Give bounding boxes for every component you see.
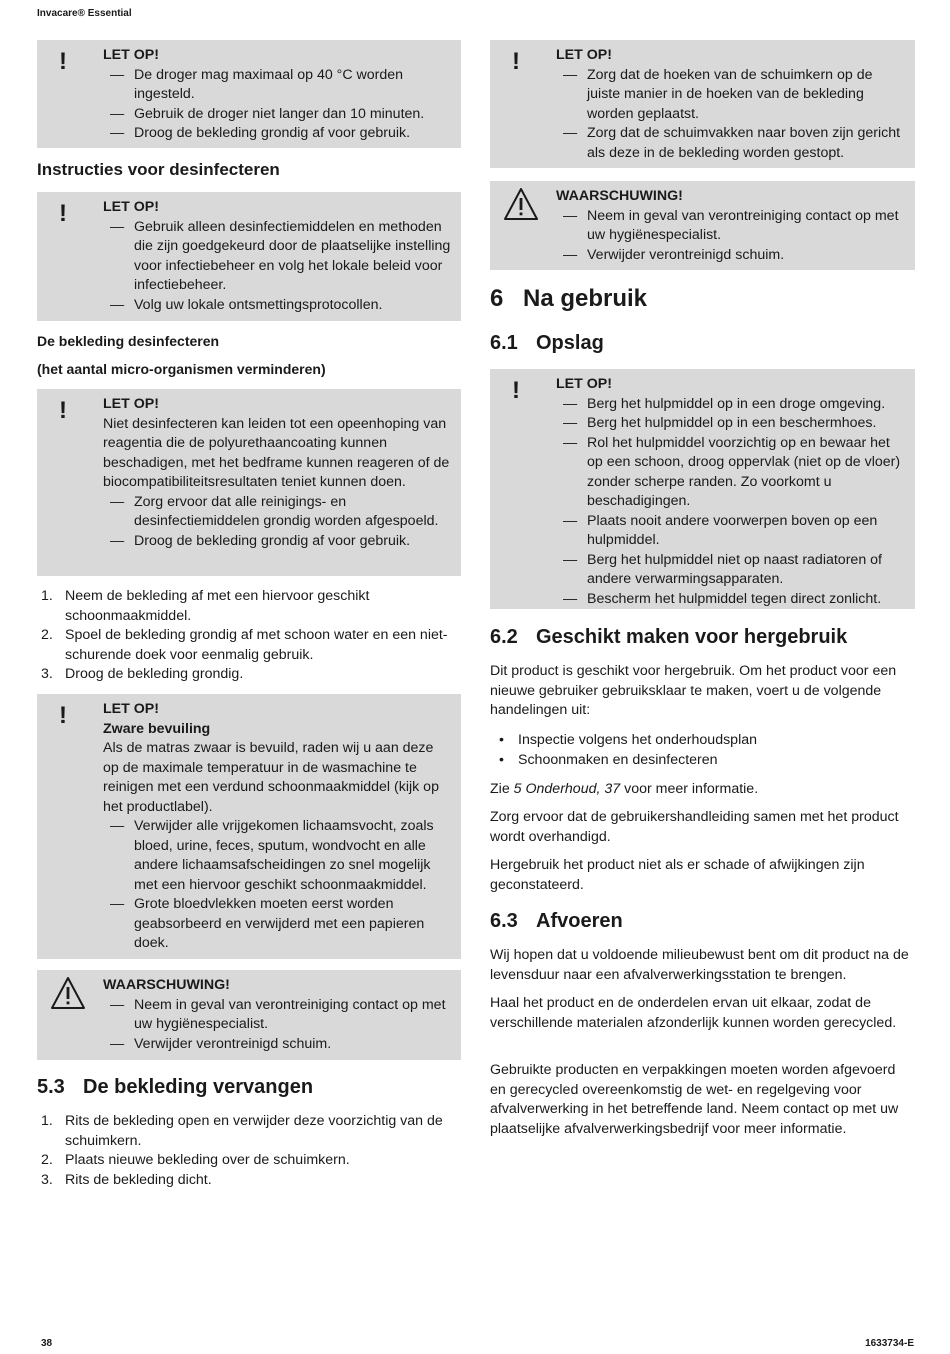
warning-box-contamination <box>490 181 915 270</box>
section-heading-6-3 <box>490 909 623 933</box>
section-heading-6-1 <box>490 331 604 355</box>
exclamation-icon: ! <box>59 397 67 424</box>
exclamation-icon: ! <box>59 702 67 729</box>
section-number: 5.3 <box>37 1076 65 1098</box>
warning-title: WAARSCHUWING! <box>103 977 230 993</box>
running-header: Invacare® Essential <box>37 8 132 19</box>
notice-text: Niet desinfecteren kan leiden tot een opeenhoping van reagentia die de polyurethaancoating kunnen beschadigen, met het bedframe kunnen reageren of de biocompatibiliteitsresultaten teniet kunnen doen. <box>103 415 450 490</box>
chapter-heading-6 <box>490 285 647 313</box>
notice-item: — Gebruik alleen desinfectiemiddelen en methoden die zijn goedgekeurd door de plaatselijke instelling voor infectiebeheer en volg het lokale beleid voor infectiebeheer. <box>103 218 453 296</box>
notice-item: — Grote bloedvlekken moeten eerst worden geabsorbeerd en verwijderd met een papieren doek. <box>103 895 453 954</box>
step-text: Rits de bekleding open en verwijder deze voorzichtig van de schuimkern. <box>65 1113 443 1149</box>
notice-box-disinfectants <box>37 192 461 321</box>
notice-text: Als de matras zwaar is bevuild, raden wij u aan deze op de maximale temperatuur in de wasmachine te reinigen met een verdund schoonmaakmiddel (kijk op het productlabel). <box>103 740 439 815</box>
section-title: De bekleding vervangen <box>83 1076 314 1098</box>
notice-item: — Droog de bekleding grondig af voor gebruik. <box>103 124 453 144</box>
step-text: Spoel de bekleding grondig af met schoon water en een niet-schurende doek voor eenmalig gebruik. <box>65 627 448 663</box>
cleaning-steps <box>37 587 461 685</box>
page-number: 38 <box>41 1338 53 1349</box>
notice-title: LET OP! <box>556 47 612 63</box>
paragraph-disposal-2: Haal het product en de onderdelen ervan uit elkaar, zodat de verschillende materialen afzonderlijk kunnen worden gerecycled. <box>490 995 897 1031</box>
notice-box-foam-corners <box>490 40 915 168</box>
paragraph-disposal-1: Wij hopen dat u voldoende milieubewust bent om dit product na de levensduur naar een afvalverwerkingsstation te brengen. <box>490 947 909 983</box>
notice-box-not-disinfecting <box>37 389 461 576</box>
step-number: 1. <box>41 588 53 604</box>
notice-item: — Zorg ervoor dat alle reinigings- en desinfectiemiddelen grondig worden afgespoeld. <box>103 493 453 532</box>
notice-box-heavy-soiling <box>37 694 461 959</box>
paragraph-no-reuse-damage: Hergebruik het product niet als er schade of afwijkingen zijn geconstateerd. <box>490 857 865 893</box>
paragraph-disposal-3: Gebruikte producten en verpakkingen moeten worden afgevoerd en gerecycled overeenkomstig de wet- en regelgeving voor afvalverwerking in het betreffende land. Neem contact op met uw plaatselijke afvalverwerkingsbedrijf voor meer informatie. <box>490 1062 899 1137</box>
list-item <box>37 1151 461 1171</box>
exclamation-icon: ! <box>512 48 520 75</box>
step-text: Rits de bekleding dicht. <box>65 1171 212 1188</box>
section-title: Afvoeren <box>536 910 623 932</box>
document-number: 1633734-E <box>865 1338 914 1349</box>
warning-title: WAARSCHUWING! <box>556 188 683 204</box>
notice-title: LET OP! <box>556 376 612 392</box>
step-text: Plaats nieuwe bekleding over de schuimkern. <box>65 1152 350 1168</box>
section-heading-6-2 <box>490 625 847 649</box>
step-number: 3. <box>41 1171 53 1188</box>
warning-item: — Neem in geval van verontreiniging contact op met uw hygiënespecialist. <box>103 996 453 1035</box>
section-number: 6.3 <box>490 910 518 932</box>
list-item <box>37 665 461 685</box>
warning-item: — Verwijder verontreinigd schuim. <box>103 1035 453 1055</box>
list-item <box>37 626 461 665</box>
list-item: • Inspectie volgens het onderhoudsplan <box>490 731 915 751</box>
section-number: 6.2 <box>490 626 518 648</box>
notice-item: — Gebruik de droger niet langer dan 10 minuten. <box>103 105 453 125</box>
list-item: • Schoonmaken en desinfecteren <box>490 751 915 771</box>
notice-title: LET OP! <box>103 199 159 215</box>
exclamation-icon: ! <box>59 48 67 75</box>
step-number: 1. <box>41 1113 53 1129</box>
list-item <box>37 587 461 626</box>
warning-triangle-icon <box>50 976 86 1010</box>
step-text: Droog de bekleding grondig. <box>65 666 244 682</box>
notice-box-dryer <box>37 40 461 148</box>
cross-reference-link[interactable]: 5 Onderhoud, 37 <box>513 781 621 797</box>
notice-item: — Rol het hulpmiddel voorzichtig op en bewaar het op een schoon, droog oppervlak (niet op de vloer) zonder scherpe randen. Zo voorkomt u beschadigingen. <box>556 434 907 512</box>
step-text: Neem de bekleding af met een hiervoor geschikt schoonmaakmiddel. <box>65 588 370 624</box>
step-number: 3. <box>41 666 53 682</box>
paragraph-reference <box>490 780 915 800</box>
replace-cover-steps <box>37 1112 461 1190</box>
warning-item: — Neem in geval van verontreiniging contact op met uw hygiënespecialist. <box>556 207 907 246</box>
heading-disinfect-instructions: Instructies voor desinfecteren <box>37 160 280 179</box>
notice-item: — Zorg dat de hoeken van de schuimkern op de juiste manier in de hoeken van de bekleding worden geplaatst. <box>556 66 907 125</box>
exclamation-icon: ! <box>59 200 67 227</box>
notice-item: — Berg het hulpmiddel op in een beschermhoes. <box>556 414 907 434</box>
notice-item: — Verwijder alle vrijgekomen lichaamsvocht, zoals bloed, urine, feces, sputum, wondvocht en alle andere lichaamsafscheidingen zo snel mogelijk met een hiervoor geschikt schoonmaakmiddel. <box>103 817 453 895</box>
reference-prefix: Zie <box>490 781 514 797</box>
notice-subtitle: Zware bevuiling <box>103 720 211 737</box>
heading-cover-disinfect-sub: (het aantal micro-organismen verminderen) <box>37 361 326 377</box>
list-item <box>37 1112 461 1151</box>
paragraph-manual-handover: Zorg ervoor dat de gebruikershandleiding samen met het product wordt overhandigd. <box>490 809 899 845</box>
warning-box-contamination <box>37 970 461 1060</box>
section-title: Geschikt maken voor hergebruik <box>536 626 848 648</box>
list-item <box>37 1171 461 1191</box>
exclamation-icon: ! <box>512 377 520 404</box>
section-heading-5-3 <box>37 1075 313 1099</box>
notice-item: — De droger mag maximaal op 40 °C worden ingesteld. <box>103 66 453 105</box>
notice-box-storage <box>490 369 915 609</box>
notice-title: LET OP! <box>103 701 159 717</box>
section-title: Opslag <box>536 332 604 354</box>
reuse-bullet-list <box>490 731 915 770</box>
notice-item: — Berg het hulpmiddel niet op naast radiatoren of andere verwarmingsapparaten. <box>556 551 907 590</box>
chapter-number: 6 <box>490 285 504 312</box>
notice-item: — Berg het hulpmiddel op in een droge omgeving. <box>556 395 907 415</box>
notice-title: LET OP! <box>103 396 159 412</box>
section-number: 6.1 <box>490 332 518 354</box>
heading-cover-disinfect: De bekleding desinfecteren <box>37 333 220 349</box>
step-number: 2. <box>41 1152 53 1168</box>
notice-item: — Volg uw lokale ontsmettingsprotocollen. <box>103 296 453 316</box>
reference-suffix: voor meer informatie. <box>620 781 759 797</box>
notice-item: — Zorg dat de schuimvakken naar boven zijn gericht als deze in de bekleding worden gestopt. <box>556 124 907 163</box>
chapter-title: Na gebruik <box>523 285 648 312</box>
notice-item: — Plaats nooit andere voorwerpen boven op een hulpmiddel. <box>556 512 907 551</box>
notice-item: — Droog de bekleding grondig af voor gebruik. <box>103 532 453 552</box>
warning-item: — Verwijder verontreinigd schuim. <box>556 246 907 266</box>
notice-title: LET OP! <box>103 47 159 63</box>
notice-item: — Bescherm het hulpmiddel tegen direct zonlicht. <box>556 590 907 610</box>
step-number: 2. <box>41 627 53 643</box>
warning-triangle-icon <box>503 187 539 221</box>
paragraph-reuse-intro: Dit product is geschikt voor hergebruik. Om het product voor een nieuwe gebruiker gebruiksklaar te maken, voert u de volgende handelingen uit: <box>490 663 897 718</box>
